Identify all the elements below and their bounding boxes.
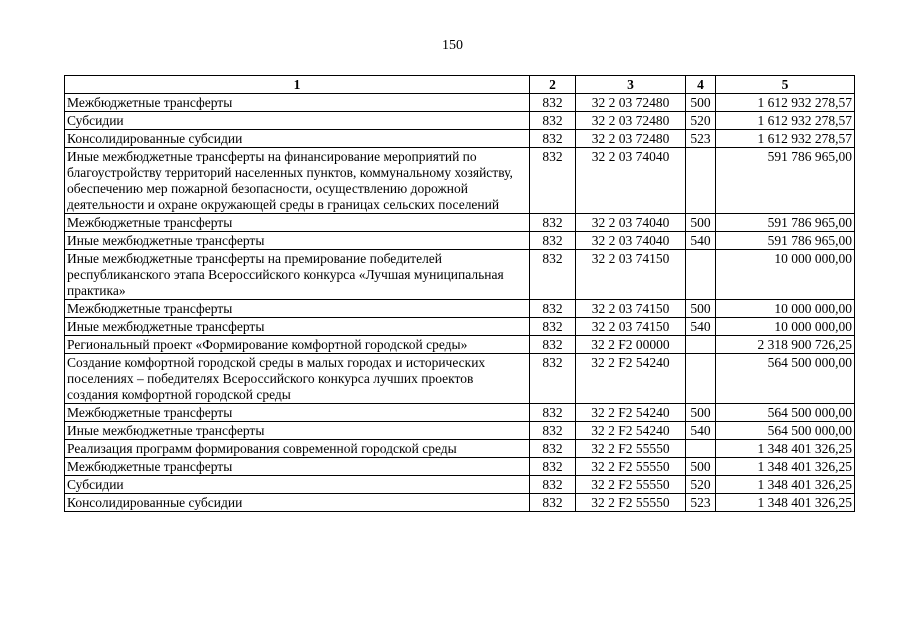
row-ved-cell: 832: [530, 250, 576, 300]
table-row: [65, 440, 855, 458]
row-vr-cell: [686, 354, 716, 404]
table-header: [65, 76, 855, 94]
row-csr-cell: 32 2 03 74040: [576, 232, 686, 250]
header-row: [65, 76, 855, 94]
row-sum-cell: 1 612 932 278,57: [716, 94, 855, 112]
row-csr-cell: 32 2 03 74040: [576, 214, 686, 232]
row-csr-cell: 32 2 F2 54240: [576, 422, 686, 440]
row-ved-cell: 832: [530, 404, 576, 422]
table-row: [65, 404, 855, 422]
row-csr-cell: 32 2 F2 55550: [576, 440, 686, 458]
row-name-cell: Консолидированные субсидии: [65, 494, 530, 512]
table-body: [65, 94, 855, 512]
table-row: [65, 422, 855, 440]
row-vr-cell: 500: [686, 94, 716, 112]
row-vr-cell: 500: [686, 404, 716, 422]
row-sum-cell: 1 348 401 326,25: [716, 494, 855, 512]
budget-table: [64, 75, 855, 512]
row-name-cell: Иные межбюджетные трансферты на премирование победителей республиканского этапа Всероссийского конкурса «Лучшая муниципальная практика»: [65, 250, 530, 300]
row-sum-cell: 1 612 932 278,57: [716, 112, 855, 130]
row-vr-cell: 500: [686, 214, 716, 232]
row-vr-cell: 540: [686, 318, 716, 336]
table-row: [65, 112, 855, 130]
table-row: [65, 354, 855, 404]
row-name-cell: Межбюджетные трансферты: [65, 94, 530, 112]
row-name-cell: Межбюджетные трансферты: [65, 300, 530, 318]
table-row: [65, 336, 855, 354]
row-sum-cell: 2 318 900 726,25: [716, 336, 855, 354]
row-ved-cell: 832: [530, 476, 576, 494]
header-col-4: 4: [686, 76, 716, 94]
row-ved-cell: 832: [530, 318, 576, 336]
row-ved-cell: 832: [530, 494, 576, 512]
row-name-cell: Реализация программ формирования современной городской среды: [65, 440, 530, 458]
header-col-1: 1: [65, 76, 530, 94]
row-vr-cell: 540: [686, 232, 716, 250]
row-vr-cell: 520: [686, 476, 716, 494]
row-ved-cell: 832: [530, 214, 576, 232]
row-sum-cell: 10 000 000,00: [716, 318, 855, 336]
row-name-cell: Межбюджетные трансферты: [65, 404, 530, 422]
header-col-2: 2: [530, 76, 576, 94]
row-sum-cell: 564 500 000,00: [716, 404, 855, 422]
row-ved-cell: 832: [530, 440, 576, 458]
row-sum-cell: 564 500 000,00: [716, 422, 855, 440]
row-sum-cell: 10 000 000,00: [716, 250, 855, 300]
row-vr-cell: [686, 148, 716, 214]
table-row: [65, 94, 855, 112]
row-name-cell: Консолидированные субсидии: [65, 130, 530, 148]
row-ved-cell: 832: [530, 94, 576, 112]
table-row: [65, 250, 855, 300]
row-name-cell: Иные межбюджетные трансферты: [65, 422, 530, 440]
row-csr-cell: 32 2 F2 54240: [576, 354, 686, 404]
row-csr-cell: 32 2 F2 55550: [576, 494, 686, 512]
row-csr-cell: 32 2 03 74150: [576, 250, 686, 300]
row-ved-cell: 832: [530, 130, 576, 148]
row-vr-cell: 540: [686, 422, 716, 440]
row-sum-cell: 1 348 401 326,25: [716, 440, 855, 458]
row-csr-cell: 32 2 F2 55550: [576, 476, 686, 494]
table-row: [65, 476, 855, 494]
row-name-cell: Субсидии: [65, 112, 530, 130]
table-row: [65, 148, 855, 214]
table-row: [65, 494, 855, 512]
row-sum-cell: 591 786 965,00: [716, 148, 855, 214]
row-sum-cell: 1 348 401 326,25: [716, 476, 855, 494]
row-ved-cell: 832: [530, 300, 576, 318]
row-sum-cell: 1 612 932 278,57: [716, 130, 855, 148]
row-vr-cell: 500: [686, 300, 716, 318]
row-vr-cell: 500: [686, 458, 716, 476]
row-vr-cell: 520: [686, 112, 716, 130]
row-csr-cell: 32 2 03 72480: [576, 112, 686, 130]
row-csr-cell: 32 2 03 74150: [576, 318, 686, 336]
row-sum-cell: 10 000 000,00: [716, 300, 855, 318]
table-row: [65, 458, 855, 476]
row-name-cell: Межбюджетные трансферты: [65, 458, 530, 476]
row-sum-cell: 564 500 000,00: [716, 354, 855, 404]
table-row: [65, 214, 855, 232]
row-vr-cell: [686, 336, 716, 354]
row-name-cell: Региональный проект «Формирование комфортной городской среды»: [65, 336, 530, 354]
row-ved-cell: 832: [530, 354, 576, 404]
row-csr-cell: 32 2 F2 00000: [576, 336, 686, 354]
row-csr-cell: 32 2 03 74040: [576, 148, 686, 214]
row-name-cell: Создание комфортной городской среды в малых городах и исторических поселениях – победителях Всероссийского конкурса лучших проектов создания комфортной городской среды: [65, 354, 530, 404]
row-ved-cell: 832: [530, 422, 576, 440]
row-vr-cell: [686, 250, 716, 300]
table-row: [65, 318, 855, 336]
row-name-cell: Иные межбюджетные трансферты: [65, 318, 530, 336]
row-sum-cell: 1 348 401 326,25: [716, 458, 855, 476]
header-col-5: 5: [716, 76, 855, 94]
page-number: 150: [442, 38, 463, 53]
row-name-cell: Межбюджетные трансферты: [65, 214, 530, 232]
row-name-cell: Иные межбюджетные трансферты на финансирование мероприятий по благоустройству территорий населенных пунктов, коммунальному хозяйству, обеспечению мер пожарной безопасности, осуществлению дорожной деятельности и охране окружающей среды в границах сельских поселений: [65, 148, 530, 214]
row-ved-cell: 832: [530, 458, 576, 476]
row-vr-cell: [686, 440, 716, 458]
row-sum-cell: 591 786 965,00: [716, 214, 855, 232]
row-sum-cell: 591 786 965,00: [716, 232, 855, 250]
row-csr-cell: 32 2 03 72480: [576, 130, 686, 148]
row-ved-cell: 832: [530, 112, 576, 130]
row-csr-cell: 32 2 F2 55550: [576, 458, 686, 476]
row-name-cell: Субсидии: [65, 476, 530, 494]
header-col-3: 3: [576, 76, 686, 94]
table-row: [65, 300, 855, 318]
row-ved-cell: 832: [530, 336, 576, 354]
row-name-cell: Иные межбюджетные трансферты: [65, 232, 530, 250]
row-ved-cell: 832: [530, 148, 576, 214]
row-csr-cell: 32 2 F2 54240: [576, 404, 686, 422]
table-row: [65, 232, 855, 250]
row-ved-cell: 832: [530, 232, 576, 250]
row-csr-cell: 32 2 03 74150: [576, 300, 686, 318]
row-vr-cell: 523: [686, 130, 716, 148]
table-row: [65, 130, 855, 148]
row-csr-cell: 32 2 03 72480: [576, 94, 686, 112]
row-vr-cell: 523: [686, 494, 716, 512]
